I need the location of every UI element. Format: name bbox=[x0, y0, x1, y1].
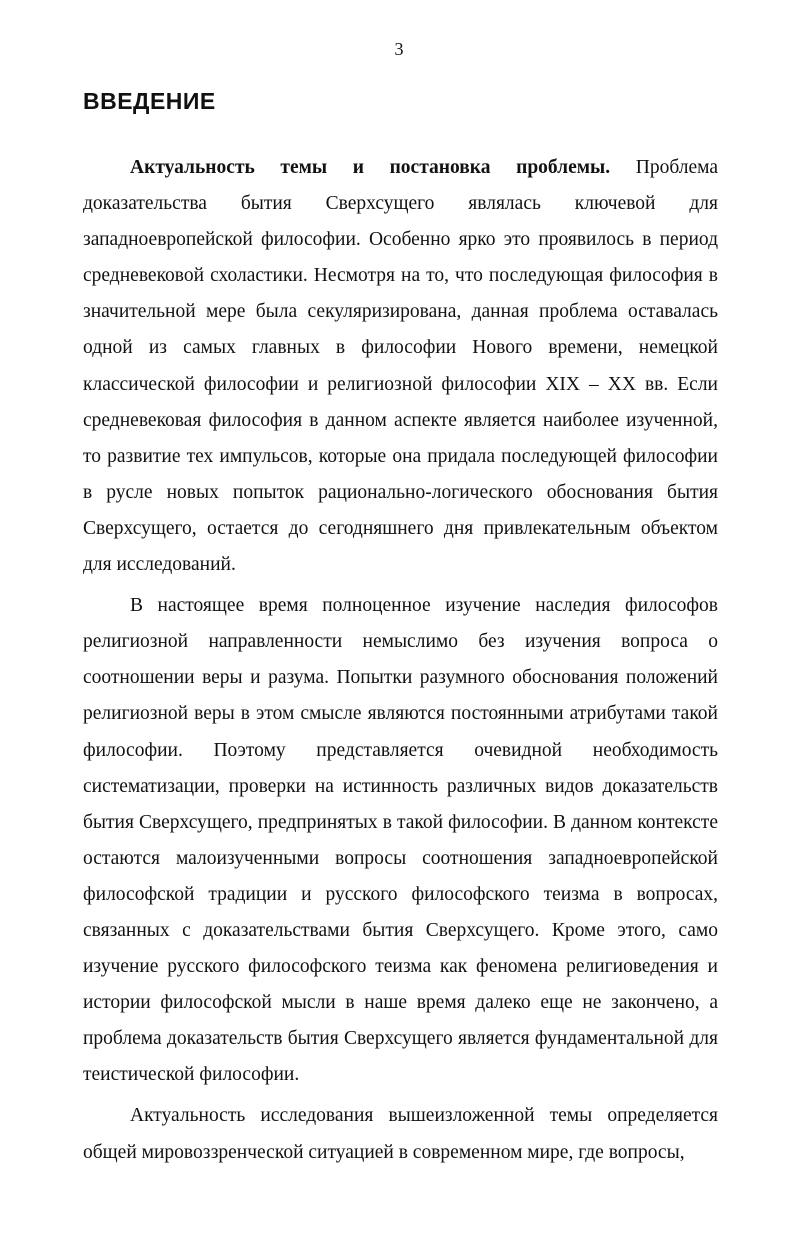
paragraph-lead-heading: Актуальность темы и постановка проблемы. bbox=[130, 157, 611, 178]
page-number: 3 bbox=[394, 39, 404, 59]
paragraph-relevance bbox=[83, 150, 718, 583]
paragraph-text: Проблема доказательства бытия Сверхсущего являлась ключевой для западноевропейской философии. Особенно ярко это проявилось в период средневековой схоластики. Несмотря на то, что последующая философия в значительной мере была секуляризирована, данная проблема оставалась одной из самых главных в философии Нового времени, немецкой классической философии и религиозной философии XIX – XX вв. Если средневековая философия в данном аспекте является наиболее изученной, то развитие тех импульсов, которые она придала последующей философии в русле новых попыток рационально-логического обоснования бытия Сверхсущего, остается до сегодняшнего дня привлекательным объектом для исследований. bbox=[83, 157, 719, 576]
paragraph-worldview bbox=[83, 1098, 718, 1170]
paragraph-text: В настоящее время полноценное изучение наследия философов религиозной направленности немыслимо без изучения вопроса о соотношении веры и разума. Попытки разумного обоснования положений религиозной веры в этом смысле являются постоянными атрибутами такой философии. Поэтому представляется очевидной необходимость систематизации, проверки на истинность различных видов доказательств бытия Сверхсущего, предпринятых в такой философии. В данном контексте остаются малоизученными вопросы соотношения западноевропейской философской традиции и русского философского теизма в вопросах, связанных с доказательствами бытия Сверхсущего. Кроме этого, само изучение русского философского теизма как феномена религиоведения и истории философской мысли в наше время далеко еще не закончено, а проблема доказательств бытия Сверхсущего является фундаментальной для теистической философии. bbox=[83, 595, 718, 1086]
body-text bbox=[83, 150, 718, 1171]
paragraph-faith-reason bbox=[83, 588, 718, 1093]
paragraph-text: Актуальность исследования вышеизложенной темы определяется общей мировоззренческой ситуацией в современном мире, где вопросы, bbox=[83, 1105, 718, 1163]
section-title: ВВЕДЕНИЕ bbox=[83, 88, 216, 114]
